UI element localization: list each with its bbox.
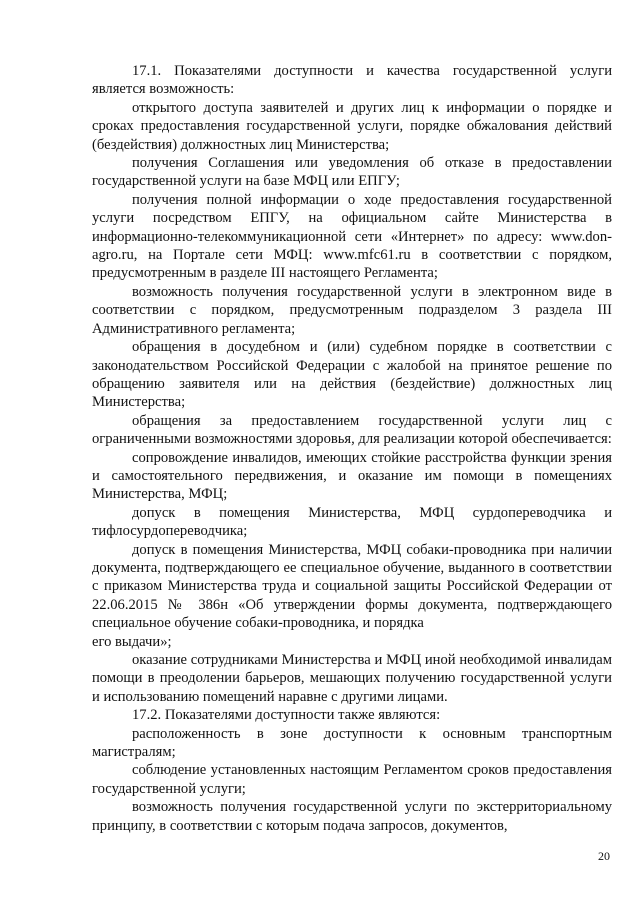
paragraph-17-2: 17.2. Показателями доступности также являются: (132, 707, 441, 724)
paragraph-staff-help: оказание сотрудниками Министерства и МФЦ иной необходимой инвалидам помощи в преодолении барьеров, мешающих получению государственной услуги и использованию помещений наравне с другими лицами. (92, 652, 612, 705)
document-page (92, 62, 612, 835)
paragraph-agreement: получения Соглашения или уведомления об отказе в предоставлении государственной услуги на базе МФЦ или ЕПГУ; (92, 155, 612, 190)
paragraph-electronic: возможность получения государственной услуги в электронном виде в соответствии с порядком, предусмотренным подразделом 3 раздела III Административного регламента; (92, 283, 612, 337)
paragraph-appeal: обращения в досудебном и (или) судебном порядке в соответствии с законодательством Российской Федерации с жалобой на принятое решение по обращению заявителя или на действия (бездействие) должностных лиц Министерства; (92, 339, 612, 411)
paragraph-extraterritorial: возможность получения государственной услуги по экстерриториальному принципу, в соответствии с которым подача запросов, документов, (92, 799, 612, 834)
paragraph-interpreter: допуск в помещения Министерства, МФЦ сурдопереводчика и тифлосурдопереводчика; (92, 504, 612, 540)
paragraph-full-info: получения полной информации о ходе предоставления государственной услуги посредством ЕПГУ, на официальном сайте Министерства в информационно-телекоммуникационной сети «Интернет» по адресу: www.don-agro.ru, на Портале сети МФЦ: www.mfc61.ru в соответствии с порядком, предусмотренным в разделе III настоящего Регламента; (92, 191, 612, 282)
paragraph-transport: расположенность в зоне доступности к основным транспортным магистралям; (92, 725, 612, 761)
paragraph-escort: сопровождение инвалидов, имеющих стойкие расстройства функции зрения и самостоятельного передвижения, и оказание им помощи в помещениях Министерства, МФЦ; (92, 449, 612, 503)
paragraph-deadlines: соблюдение установленных настоящим Регламентом сроков предоставления государственной услуги; (92, 762, 612, 797)
paragraph-guide-dog-end: его выдачи»; (92, 633, 172, 650)
paragraph-disabled-access: обращения за предоставлением государственной услуги лиц с ограниченными возможностями здоровья, для реализации которой обеспечивается: (92, 412, 612, 448)
paragraph-17-1: 17.1. Показателями доступности и качества государственной услуги является возможность: (92, 63, 612, 98)
paragraph-guide-dog: допуск в помещения Министерства, МФЦ собаки-проводника при наличии документа, подтверждающего ее специальное обучение, выданного в соответствии с приказом Министерства труда и социальной защиты Российской Федерации от 22.06.2015 № 386н «Об утверждении формы документа, подтверждающего специальное обучение собаки-проводника, и порядка (92, 541, 612, 632)
page-number: 20 (598, 849, 610, 863)
paragraph-open-access: открытого доступа заявителей и других лиц к информации о порядке и сроках предоставления государственной услуги, порядке обжалования действий (бездействия) должностных лиц Министерства; (92, 99, 612, 153)
